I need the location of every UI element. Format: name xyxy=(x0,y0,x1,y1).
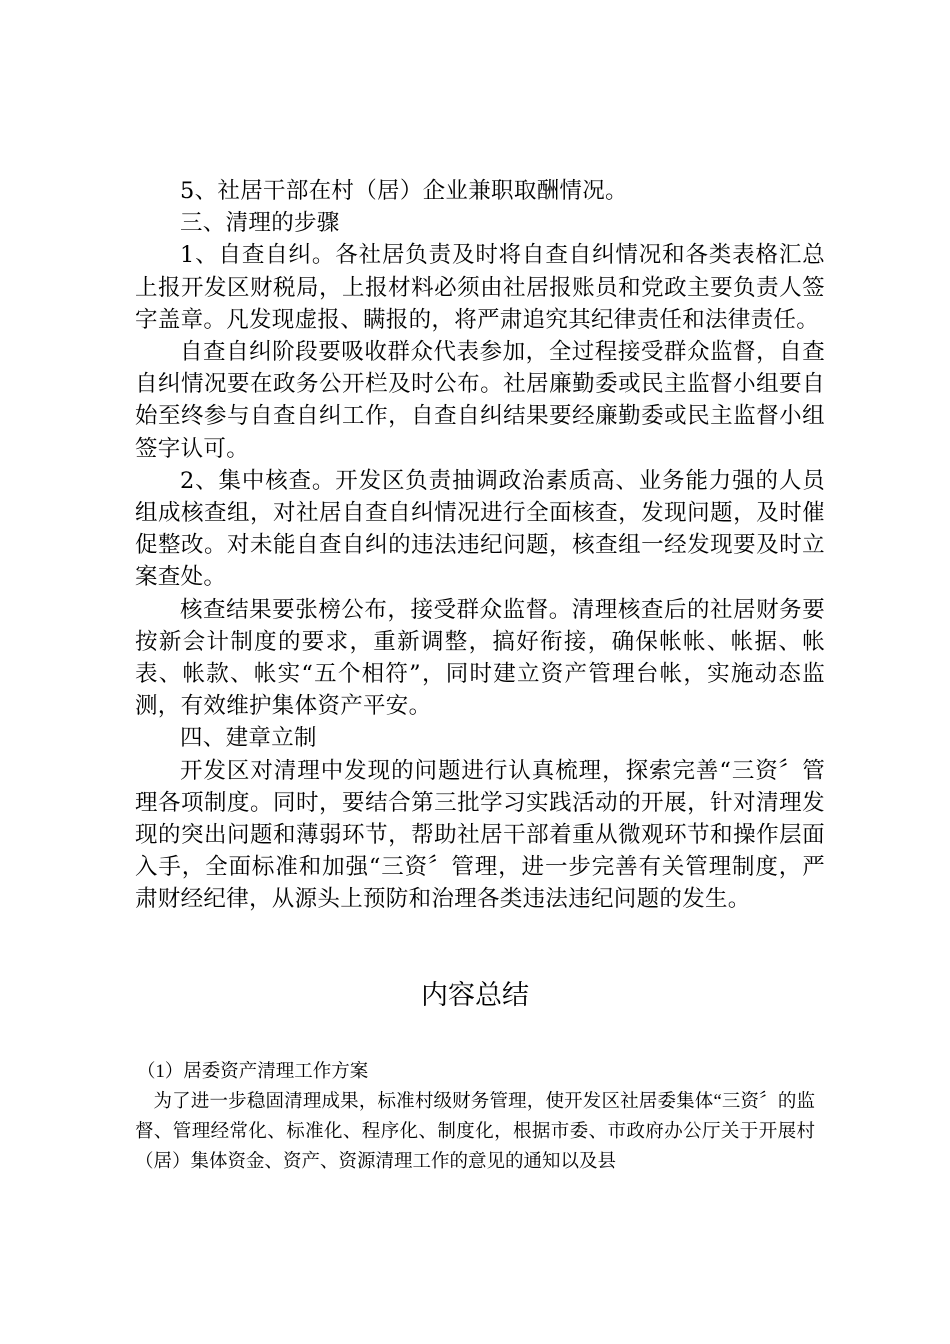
document-body xyxy=(135,175,825,916)
section-heading-steps: 三、清理的步骤 xyxy=(180,210,340,237)
section-heading-regulations: 四、建章立制 xyxy=(180,725,317,752)
paragraph-self-check-stage: 自查自纠阶段要吸收群众代表参加，全过程接受群众监督，自查自纠情况要在政务公开栏及时公布。社居廉勤委或民主监督小组要自始至终参与自查自纠工作，自查自纠结果要经廉勤委或民主监督小组签字认可。 xyxy=(135,339,825,462)
paragraph-regulations: 开发区对清理中发现的问题进行认真梳理，探索完善“三资〞管理各项制度。同时，要结合第三批学习实践活动的开展，针对清理发现的突出问题和薄弱环节，帮助社居干部着重从微观环节和操作层面入手，全面标准和加强“三资〞管理，进一步完善有关管理制度，严肃财经纪律，从源头上预防和治理各类违法违纪问题的发生。 xyxy=(135,757,825,913)
paragraph-self-check: 1、自查自纠。各社居负责及时将自查自纠情况和各类表格汇总上报开发区财税局，上报材料必须由社居报账员和党政主要负责人签字盖章。凡发现虚报、瞒报的，将严肃追究其纪律责任和法律责任。 xyxy=(135,242,825,333)
summary-title: 内容总结 xyxy=(421,980,529,1011)
summary-paragraph: 为了进一步稳固清理成果，标准村级财务管理，使开发区社居委集体“三资〞的监督、管理经常化、标准化、程序化、制度化，根据市委、市政府办公厅关于开展村（居）集体资金、资产、资源清理工作的意见的通知以及县 xyxy=(135,1092,815,1172)
summary-section xyxy=(135,1057,815,1177)
paragraph-review-results: 核查结果要张榜公布，接受群众监督。清理核查后的社居财务要按新会计制度的要求，重新调整，搞好衔接，确保帐帐、帐据、帐表、帐款、帐实“五个相符”，同时建立资产管理台帐，实施动态监测，有效维护集体资产平安。 xyxy=(135,596,825,720)
summary-subtitle: （1）居委资产清理工作方案 xyxy=(137,1062,369,1082)
paragraph-item-5: 5、社居干部在村（居）企业兼职取酬情况。 xyxy=(180,178,628,204)
paragraph-central-review: 2、集中核查。开发区负责抽调政治素质高、业务能力强的人员组成核查组，对社居自查自纠情况进行全面核查，发现问题，及时催促整改。对未能自查自纠的违法违纪问题，核查组一经发现要及时立案查处。 xyxy=(135,467,825,591)
